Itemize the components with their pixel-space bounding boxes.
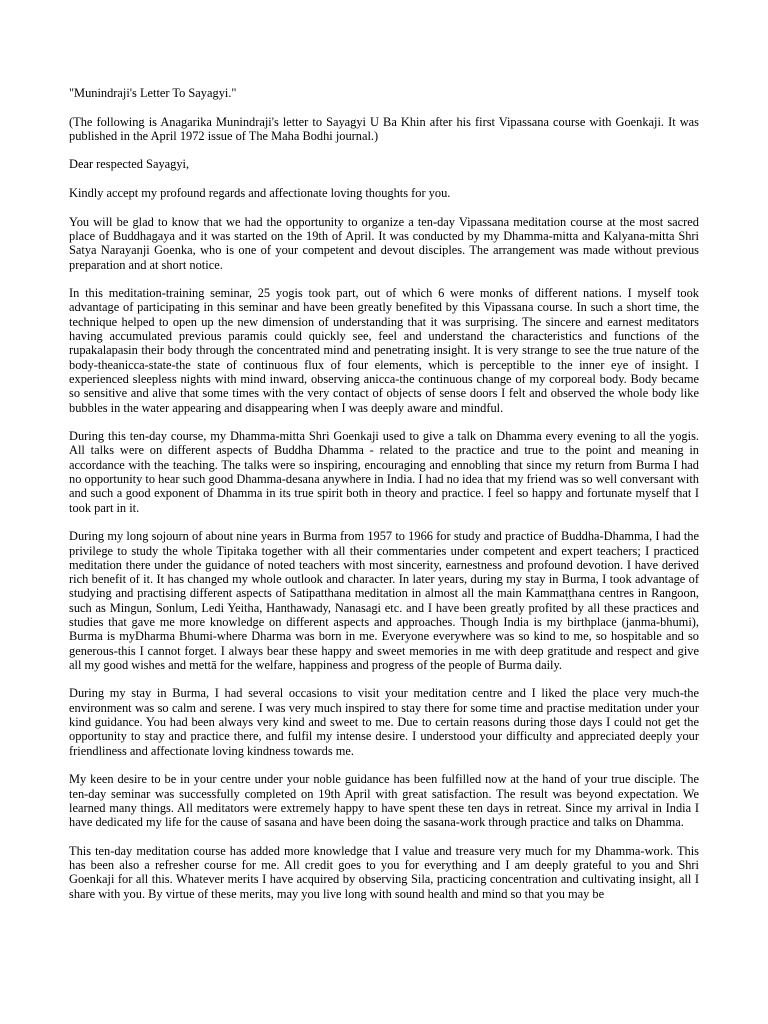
letter-paragraph: Kindly accept my profound regards and affectionate loving thoughts for you. <box>69 186 451 201</box>
letter-paragraph: During this ten-day course, my Dhamma-mitta Shri Goenkaji used to give a talk on Dhamma every evening to all the yogis. All talks were on different aspects of Buddha Dhamma - related to the practice and true to the point and meaning in accordance with the teaching. The talks were so inspiring, encouraging and ennobling that since my return from Burma I had no opportunity to hear such good Dhamma-desana anywhere in India. I had no idea that my friend was so well conversant with and such a good exponent of Dhamma in its true spirit both in theory and practice. I feel so happy and fortunate myself that I took part in it. <box>69 429 699 515</box>
letter-paragraph: In this meditation-training seminar, 25 yogis took part, out of which 6 were monks of different nations. I myself took advantage of participating in this seminar and have been greatly benefited by this Vipassana course. In such a short time, the technique helped to open up the new dimension of understanding that it was surprising. The sincere and earnest meditators having accumulated previous paramis could quickly see, feel and understand the characteristics and functions of the rupakalapasin their body through the concentrated mind and penetrating insight. It is very strange to see the true nature of the body-theanicca-state-the state of continuous flux of four elements, which is perceptible to the inner eye of insight. I experienced sleepless nights with mind inward, observing anicca-the continuous change of my corporeal body. Body became so sensitive and alive that some times with the very contact of objects of sense doors I felt and observed the whole body like bubbles in the water appearing and disappearing when I was deeply aware and mindful. <box>69 286 699 415</box>
letter-paragraph: During my stay in Burma, I had several occasions to visit your meditation centre and I liked the place very much-the environment was so calm and serene. I was very much inspired to stay there for some time and practise meditation under your kind guidance. You had been always very kind and sweet to me. Due to certain reasons during those days I could not get the opportunity to stay and practice there, and fulfil my intense desire. I understood your difficulty and appreciated deeply your friendliness and affectionate loving kindness towards me. <box>69 686 699 758</box>
letter-salutation: Dear respected Sayagyi, <box>69 157 190 172</box>
document-intro: (The following is Anagarika Munindraji's letter to Sayagyi U Ba Khin after his first Vipassana course with Goenkaji. It was published in the April 1972 issue of The Maha Bodhi journal.) <box>69 114 699 143</box>
letter-paragraph: My keen desire to be in your centre under your noble guidance has been fulfilled now at the hand of your true disciple. The ten-day seminar was successfully completed on 19th April with great satisfaction. The result was beyond expectation. We learned many things. All meditators were extremely happy to have spent these ten days in retreat. Since my arrival in India I have dedicated my life for the cause of sasana and have been doing the sasana-work through practice and talks on Dhamma. <box>69 772 699 830</box>
letter-paragraph: You will be glad to know that we had the opportunity to organize a ten-day Vipassana meditation course at the most sacred place of Buddhagaya and it was started on the 19th of April. It was conducted by my Dhamma-mitta and Kalyana-mitta Shri Satya Narayanji Goenka, who is one of your competent and devout disciples. The arrangement was made without previous preparation and at short notice. <box>69 214 699 272</box>
letter-paragraph: This ten-day meditation course has added more knowledge that I value and treasure very much for my Dhamma-work. This has been also a refresher course for me. All credit goes to you for everything and I am deeply grateful to you and Shri Goenkaji for all this. Whatever merits I have acquired by observing Sila, practicing concentration and cultivating insight, all I share with you. By virtue of these merits, may you live long with sound health and mind so that you may be <box>69 843 699 901</box>
document-page <box>69 86 699 915</box>
letter-paragraph: During my long sojourn of about nine years in Burma from 1957 to 1966 for study and practice of Buddha-Dhamma, I had the privilege to study the whole Tipitaka together with all their commentaries under competent and expert teachers; I practiced meditation there under the guidance of noted teachers with most sincerity, earnestness and profound devotion. I have derived rich benefit of it. It has changed my whole outlook and character. In later years, during my stay in Burma, I took advantage of studying and practising different aspects of Satipatthana meditation in almost all the main Kammaṭṭhana centres in Rangoon, such as Mingun, Sonlum, Ledi Yeitha, Hanthawady, Nanasagi etc. and I have been greatly profited by all these practices and studies that gave me more knowledge on different aspects and approaches. Though India is my birthplace (janma-bhumi), Burma is myDharma Bhumi-where Dharma was born in me. Everyone everywhere was so kind to me, so hospitable and so generous-this I cannot forget. I always bear these happy and sweet memories in me with deep gratitude and respect and give all my good wishes and mettā for the welfare, happiness and progress of the people of Burma daily. <box>69 529 699 672</box>
document-title: "Munindraji's Letter To Sayagyi." <box>69 86 237 100</box>
